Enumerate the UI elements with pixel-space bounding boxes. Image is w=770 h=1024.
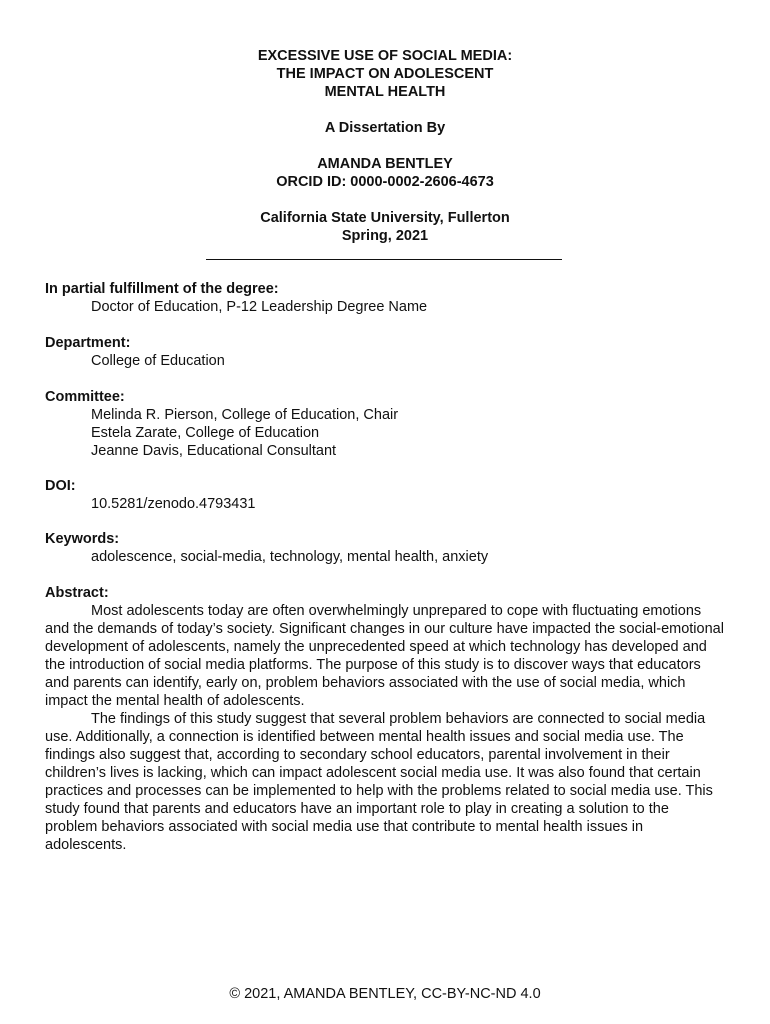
institution-term: Spring, 2021 (341, 228, 429, 244)
committee-member: Jeanne Davis, Educational Consultant (91, 443, 337, 459)
committee-member: Estela Zarate, College of Education (91, 425, 320, 441)
copyright-footer: © 2021, AMANDA BENTLEY, CC-BY-NC-ND 4.0 (229, 986, 541, 1002)
committee-member: Melinda R. Pierson, College of Education, Chair (91, 407, 399, 423)
degree-label: In partial fulfillment of the degree: (45, 281, 279, 297)
committee-label: Committee: (45, 389, 125, 405)
department-label: Department: (45, 335, 131, 351)
institution-name: California State University, Fullerton (260, 210, 510, 226)
title-line-2: THE IMPACT ON ADOLESCENT (276, 66, 494, 82)
doi-label: DOI: (45, 478, 76, 494)
author-block (0, 155, 770, 191)
doi-field (45, 477, 725, 513)
degree-field (45, 280, 725, 316)
keywords-field (45, 530, 725, 566)
author-orcid: ORCID ID: 0000-0002-2606-4673 (276, 174, 494, 190)
degree-value: Doctor of Education, P-12 Leadership Degree Name (91, 299, 428, 315)
abstract-paragraph: Most adolescents today are often overwhelmingly unprepared to cope with fluctuating emotions and the demands of today’s society. Significant changes in our culture have impacted the social-emotional development of adolescents, namely the unprecedented speed at which technology has developed and the introduction of social media platforms. The purpose of this study is to discover ways that educators and parents can identify, early on, problem behaviors associated with the use of social media, which impact the mental health of adolescents. (45, 603, 724, 709)
institution-block (0, 209, 770, 245)
abstract-paragraph: The findings of this study suggest that several problem behaviors are connected to social media use. Additionally, a connection is identified between mental health issues and social media use. The findings also suggest that, according to secondary school educators, parental involvement in their children’s lives is lacking, which can impact adolescent social media use. It was also found that certain practices and processes can be implemented to help with the problems related to social media use. This study found that parents and educators have an important role to play in creating a solution to the problem behaviors associated with social media use that contribute to mental health issues in adolescents. (45, 711, 713, 853)
document-title (0, 47, 770, 101)
dissertation-by: A Dissertation By (324, 120, 446, 136)
keywords-label: Keywords: (45, 531, 120, 547)
department-value: College of Education (91, 353, 225, 369)
keywords-value: adolescence, social-media, technology, mental health, anxiety (91, 549, 489, 565)
author-name: AMANDA BENTLEY (317, 156, 453, 172)
abstract-field (45, 584, 725, 854)
doi-value: 10.5281/zenodo.4793431 (91, 496, 256, 512)
title-line-3: MENTAL HEALTH (324, 84, 446, 100)
title-divider (206, 259, 562, 260)
abstract-label: Abstract: (45, 585, 109, 601)
committee-field (45, 388, 725, 460)
department-field (45, 334, 725, 370)
title-line-1: EXCESSIVE USE OF SOCIAL MEDIA: (257, 48, 513, 64)
